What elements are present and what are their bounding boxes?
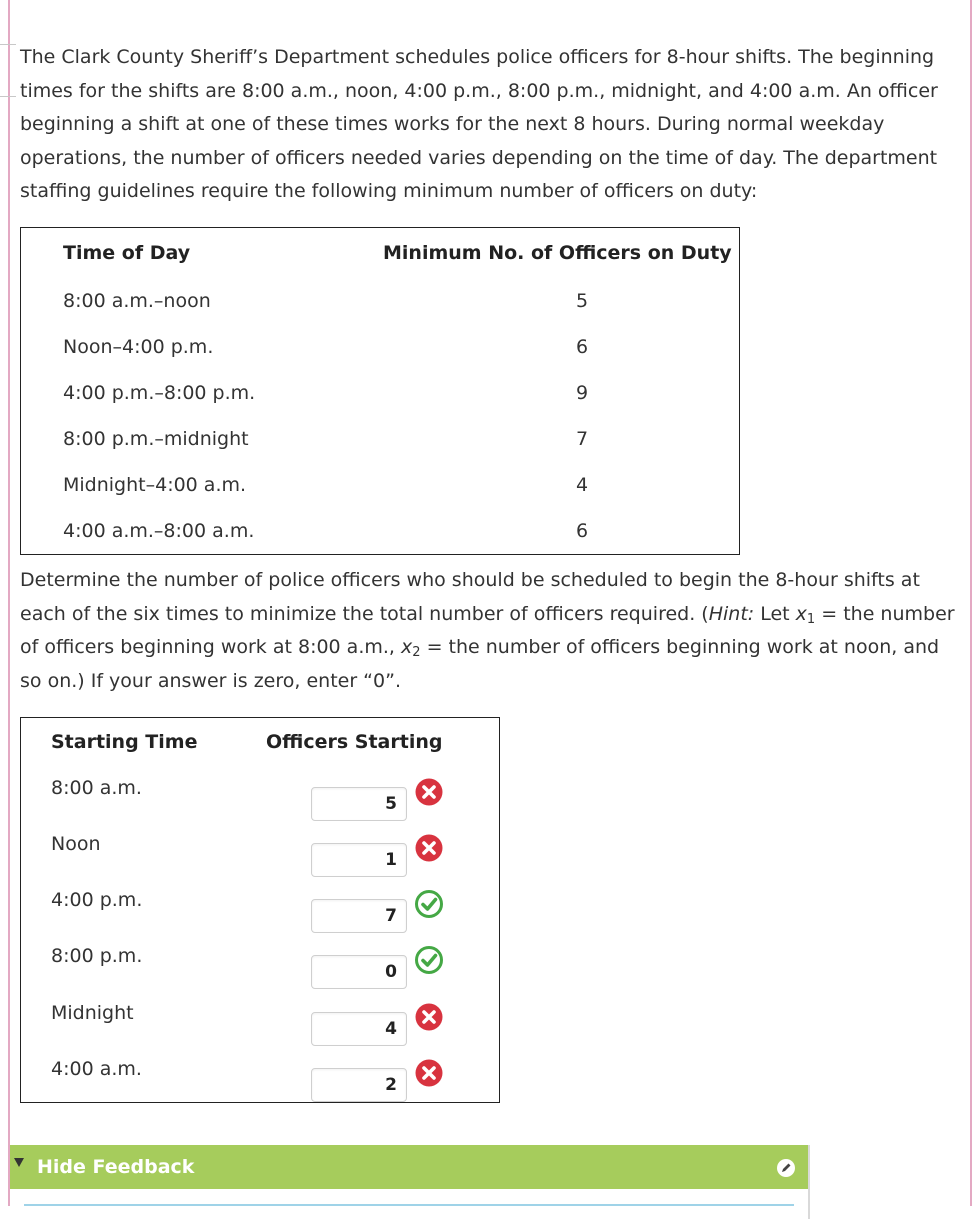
problem-intro: The Clark County Sheriff’s Department schedules police officers for 8-hour shifts. The beginning times for the shifts are 8:00 a.m., noon, 4:00 p.m., 8:00 p.m., midnight, and 4:00 a.m. An officer beginning a shift at one of these times works for the next 8 hours. During normal weekday operations, the number of officers needed varies depending on the time of day. The department staffing guidelines require the following minimum number of officers on duty:	[20, 46, 938, 202]
starting-time-label: Midnight	[51, 1002, 134, 1024]
pencil-icon[interactable]	[776, 1158, 796, 1178]
table-row	[21, 462, 740, 508]
min-cell: 6	[575, 336, 589, 358]
answer-table	[20, 717, 500, 1103]
answer-row	[21, 833, 499, 889]
table-row	[21, 324, 740, 370]
answer-row	[21, 889, 499, 945]
x-mark-icon	[414, 1002, 444, 1032]
x-mark-icon	[414, 777, 444, 807]
min-cell: 6	[575, 520, 589, 542]
starting-time-label: 8:00 p.m.	[51, 945, 143, 967]
x-mark-icon	[414, 1058, 444, 1088]
officers-input-4pm[interactable]: 7	[311, 899, 407, 933]
table-row	[21, 508, 740, 555]
x-mark-icon	[414, 833, 444, 863]
staffing-guidelines-table	[20, 227, 740, 555]
hide-feedback-toggle[interactable]	[10, 1145, 810, 1189]
col-header-officers-starting: Officers Starting	[266, 731, 443, 753]
time-cell: Noon–4:00 p.m.	[63, 336, 214, 358]
collapse-triangle-icon	[14, 1158, 24, 1167]
time-cell: 8:00 a.m.–noon	[63, 290, 211, 312]
officers-input-4am[interactable]: 2	[311, 1068, 407, 1102]
starting-time-label: 4:00 p.m.	[51, 889, 143, 911]
time-cell: Midnight–4:00 a.m.	[63, 474, 247, 496]
table-row	[21, 278, 740, 324]
frame-tick	[0, 96, 16, 97]
answer-row	[21, 945, 499, 1001]
starting-time-label: 8:00 a.m.	[51, 777, 142, 799]
col-header-starting-time: Starting Time	[51, 731, 198, 753]
col-header-min-officers: Minimum No. of Officers on Duty	[383, 242, 732, 264]
time-cell: 8:00 p.m.–midnight	[63, 428, 249, 450]
officers-input-noon[interactable]: 1	[311, 843, 407, 877]
answer-row	[21, 1002, 499, 1058]
col-header-time-of-day: Time of Day	[63, 242, 191, 264]
hint-label: Hint:	[708, 602, 755, 625]
checkmark-icon	[414, 945, 444, 975]
checkmark-icon	[414, 889, 444, 919]
min-cell: 4	[575, 474, 589, 496]
officers-input-8pm[interactable]: 0	[311, 955, 407, 989]
answer-row	[21, 777, 499, 833]
starting-time-label: 4:00 a.m.	[51, 1058, 142, 1080]
frame-tick	[0, 44, 16, 45]
feedback-panel	[10, 1189, 810, 1219]
officers-input-midnight[interactable]: 4	[311, 1012, 407, 1046]
min-cell: 7	[575, 428, 589, 450]
min-cell: 9	[575, 382, 589, 404]
starting-time-label: Noon	[51, 833, 101, 855]
time-cell: 4:00 p.m.–8:00 p.m.	[63, 382, 256, 404]
hide-feedback-label: Hide Feedback	[37, 1156, 195, 1178]
table-row	[21, 370, 740, 416]
question-text: Determine the number of police officers who should be scheduled to begin the 8-hour shifts at each of the six times to minimize the total number of officers required. (Hint: Let $x_1$ = the number of officers beginning work at 8:00 a.m., $x_2$ = the number of officers beginning work at noon, and so on.) If your answer is zero, enter “0”.	[20, 569, 955, 692]
answer-row	[21, 1058, 499, 1114]
officers-input-8am[interactable]: 5	[311, 787, 407, 821]
time-cell: 4:00 a.m.–8:00 a.m.	[63, 520, 255, 542]
min-cell: 5	[575, 290, 589, 312]
table-row	[21, 416, 740, 462]
